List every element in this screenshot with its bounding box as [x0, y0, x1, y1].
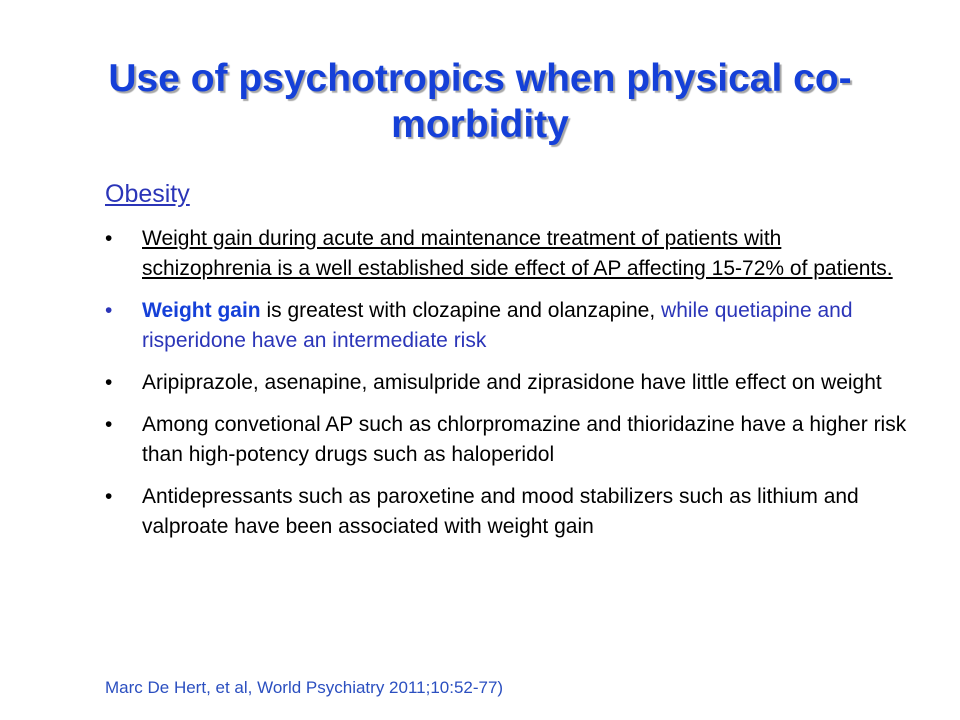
bullet-item: [105, 224, 915, 284]
section-heading-obesity: Obesity: [105, 180, 190, 208]
bullet-item: [105, 410, 915, 470]
bullet-marker: •: [105, 485, 113, 508]
bullet-item: [105, 368, 915, 398]
bullet-marker: •: [105, 371, 113, 394]
bullet-item: [105, 296, 915, 356]
bullet-text: Antidepressants such as paroxetine and mood stabilizers such as lithium and valproate have been associated with weight gain: [142, 485, 859, 538]
bullet-text-highlight: while quetiapine and risperidone have an intermediate risk: [142, 299, 853, 352]
citation: Marc De Hert, et al, World Psychiatry 2011;10:52-77): [105, 678, 504, 697]
bullet-text-emphasis: Weight gain: [142, 299, 261, 322]
bullet-list: [105, 224, 915, 554]
bullet-text: Weight gain during acute and maintenance treatment of patients with schizophrenia is a well established side effect of AP affecting 15-72% of patients.: [142, 227, 893, 280]
bullet-text: Among convetional AP such as chlorpromazine and thioridazine have a higher risk than high-potency drugs such as haloperidol: [142, 413, 907, 466]
bullet-text: Aripiprazole, asenapine, amisulpride and ziprasidone have little effect on weight: [142, 371, 882, 394]
bullet-marker: •: [105, 299, 113, 322]
bullet-item: [105, 482, 915, 542]
bullet-marker: •: [105, 227, 113, 250]
bullet-text: is greatest with clozapine and olanzapine,: [260, 299, 662, 322]
slide-title: Use of psychotropics when physical co-morbidity: [108, 57, 852, 146]
bullet-marker: •: [105, 413, 113, 436]
